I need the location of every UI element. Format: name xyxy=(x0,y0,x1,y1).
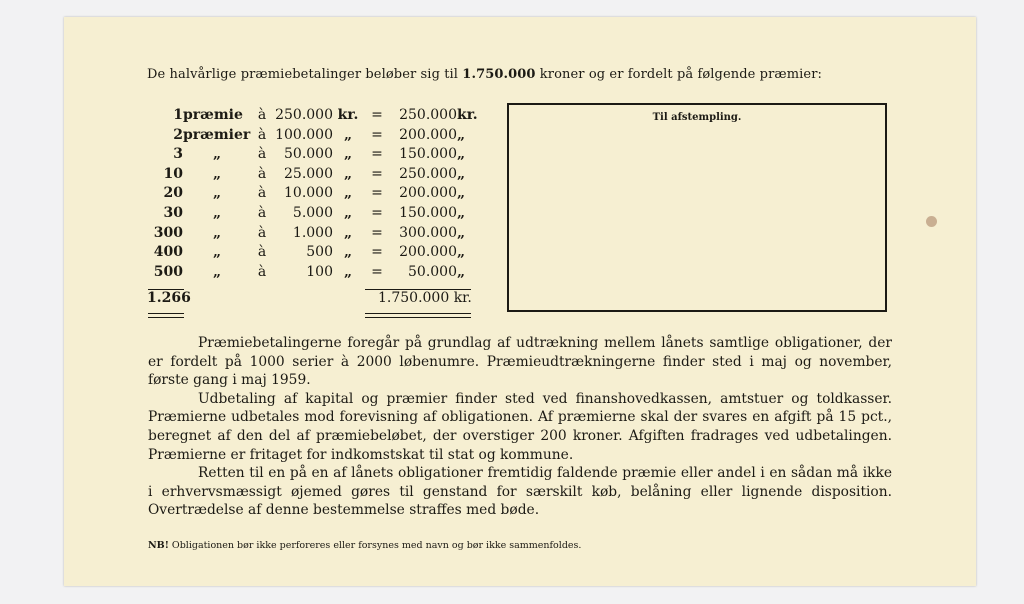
prize-word: „ xyxy=(212,185,222,202)
footnote-label: NB! xyxy=(148,540,169,551)
prize-unit: kr. xyxy=(337,107,359,123)
prize-row xyxy=(143,184,485,204)
prize-count: 20 xyxy=(163,185,183,202)
prize-count: 300 xyxy=(153,224,183,241)
row-total: 250.000 xyxy=(399,165,457,182)
a-sign: à xyxy=(257,224,267,241)
terms-text xyxy=(148,334,892,520)
equals-sign: = xyxy=(371,244,383,261)
prize-row xyxy=(143,224,485,244)
prize-amount: 50.000 xyxy=(284,146,333,163)
a-sign: à xyxy=(257,204,267,221)
prize-amount: 500 xyxy=(306,244,333,261)
prize-word: „ xyxy=(212,165,222,182)
prize-row xyxy=(143,145,485,165)
prize-unit: „ xyxy=(343,146,353,163)
row-total-unit: „ xyxy=(457,204,466,221)
paragraph: Præmiebetalingerne foregår på grundlag af udtrækning mellem lånets samtlige obligationer, der er fordelt på 1000 serier à 2000 løbenumre. Præmieudtrækningerne finder sted i maj og november, første gang i maj 1959. xyxy=(148,335,892,389)
a-sign: à xyxy=(257,126,267,143)
prize-count: 3 xyxy=(173,146,183,163)
prize-count: 500 xyxy=(153,263,183,280)
prize-count: 30 xyxy=(163,204,183,221)
prize-unit: „ xyxy=(343,185,353,202)
equals-sign: = xyxy=(371,165,383,182)
prize-amount: 250.000 xyxy=(275,107,333,123)
a-sign: à xyxy=(257,185,267,202)
stamp-box-label: Til afstempling. xyxy=(652,112,742,123)
intro-text-after: kroner og er fordelt på følgende præmier: xyxy=(535,67,823,82)
equals-sign: = xyxy=(371,224,383,241)
prize-row xyxy=(143,126,485,146)
row-total-unit: kr. xyxy=(457,107,478,123)
prize-row xyxy=(143,165,485,185)
row-total-unit: „ xyxy=(457,244,466,261)
intro-text-before: De halvårlige præmiebetalinger beløber sig til xyxy=(147,67,463,82)
prize-unit: „ xyxy=(343,244,353,261)
equals-sign: = xyxy=(371,204,383,221)
prize-count: 10 xyxy=(163,165,183,182)
row-total-unit: „ xyxy=(457,185,466,202)
prize-amount: 100 xyxy=(306,263,333,280)
prize-unit: „ xyxy=(343,165,353,182)
paragraph: Udbetaling af kapital og præmier finder sted ved finanshovedkassen, amtstuer og toldkasser. Præmierne udbetales mod forevisning af obligationen. Af præmierne skal der svares en afgift på 15 pct., beregnet af den del af præmiebeløbet, der overstiger 200 kroner. Afgiften fradrages ved udbetalingen. Præmierne er fritaget for indkomstskat til stat og kommune. xyxy=(148,390,892,463)
prize-count: 1 xyxy=(173,107,183,123)
prize-word: „ xyxy=(212,146,222,163)
a-sign: à xyxy=(257,107,267,123)
row-total: 300.000 xyxy=(399,224,457,241)
a-sign: à xyxy=(257,244,267,261)
prize-unit: „ xyxy=(343,263,353,280)
prize-unit: „ xyxy=(343,126,353,143)
prize-table xyxy=(143,106,485,282)
prize-amount: 1.000 xyxy=(292,224,333,241)
row-total-unit: „ xyxy=(457,224,466,241)
prize-amount: 10.000 xyxy=(284,185,333,202)
prize-row xyxy=(143,204,485,224)
row-total-unit: „ xyxy=(457,165,466,182)
prize-amount: 100.000 xyxy=(275,126,333,143)
paper-stain xyxy=(926,216,937,227)
paragraph: Retten til en på en af lånets obligationer fremtidig faldende præmie eller andel i en sådan må ikke i erhvervsmæssigt øjemed gøres til genstand for særskilt køb, belåning eller lignende disposition. Overtrædelse af denne bestemmelse straffes med bøde. xyxy=(148,465,892,519)
row-total: 50.000 xyxy=(408,263,457,280)
equals-sign: = xyxy=(371,146,383,163)
prize-row xyxy=(143,243,485,263)
a-sign: à xyxy=(257,165,267,182)
row-total: 200.000 xyxy=(399,244,457,261)
stamp-box xyxy=(507,103,887,312)
row-total-unit: „ xyxy=(457,126,466,143)
equals-sign: = xyxy=(371,185,383,202)
prize-word: „ xyxy=(212,263,222,280)
equals-sign: = xyxy=(371,107,383,123)
prize-word: „ xyxy=(212,224,222,241)
prize-count: 400 xyxy=(153,244,183,261)
prize-row xyxy=(143,106,485,126)
row-total-unit: „ xyxy=(457,146,466,163)
row-total-unit: „ xyxy=(457,263,466,280)
a-sign: à xyxy=(257,263,267,280)
prize-row xyxy=(143,263,485,283)
intro-amount: 1.750.000 xyxy=(462,67,536,82)
double-rule-total xyxy=(365,313,471,318)
row-total: 200.000 xyxy=(399,126,457,143)
prize-amount: 5.000 xyxy=(292,204,333,221)
row-total: 150.000 xyxy=(399,204,457,221)
prize-word: præmie xyxy=(183,107,243,123)
prize-count: 2 xyxy=(173,126,183,143)
row-total: 200.000 xyxy=(399,185,457,202)
prize-word: præmier xyxy=(183,126,251,143)
row-total: 150.000 xyxy=(399,146,457,163)
prize-word: „ xyxy=(212,244,222,261)
double-rule-count xyxy=(148,313,184,318)
a-sign: à xyxy=(257,146,267,163)
intro-sentence xyxy=(147,67,907,82)
footnote-text: Obligationen bør ikke perforeres eller forsynes med navn og bør ikke sammenfoldes. xyxy=(168,540,582,551)
prize-amount: 25.000 xyxy=(284,165,333,182)
row-total: 250.000 xyxy=(399,107,457,123)
prize-count-total: 1.266 xyxy=(147,290,191,306)
prize-unit: „ xyxy=(343,204,353,221)
footnote xyxy=(148,540,581,551)
prize-amount-total: 1.750.000 kr. xyxy=(378,290,472,306)
equals-sign: = xyxy=(371,126,383,143)
prize-unit: „ xyxy=(343,224,353,241)
prize-word: „ xyxy=(212,204,222,221)
equals-sign: = xyxy=(371,263,383,280)
